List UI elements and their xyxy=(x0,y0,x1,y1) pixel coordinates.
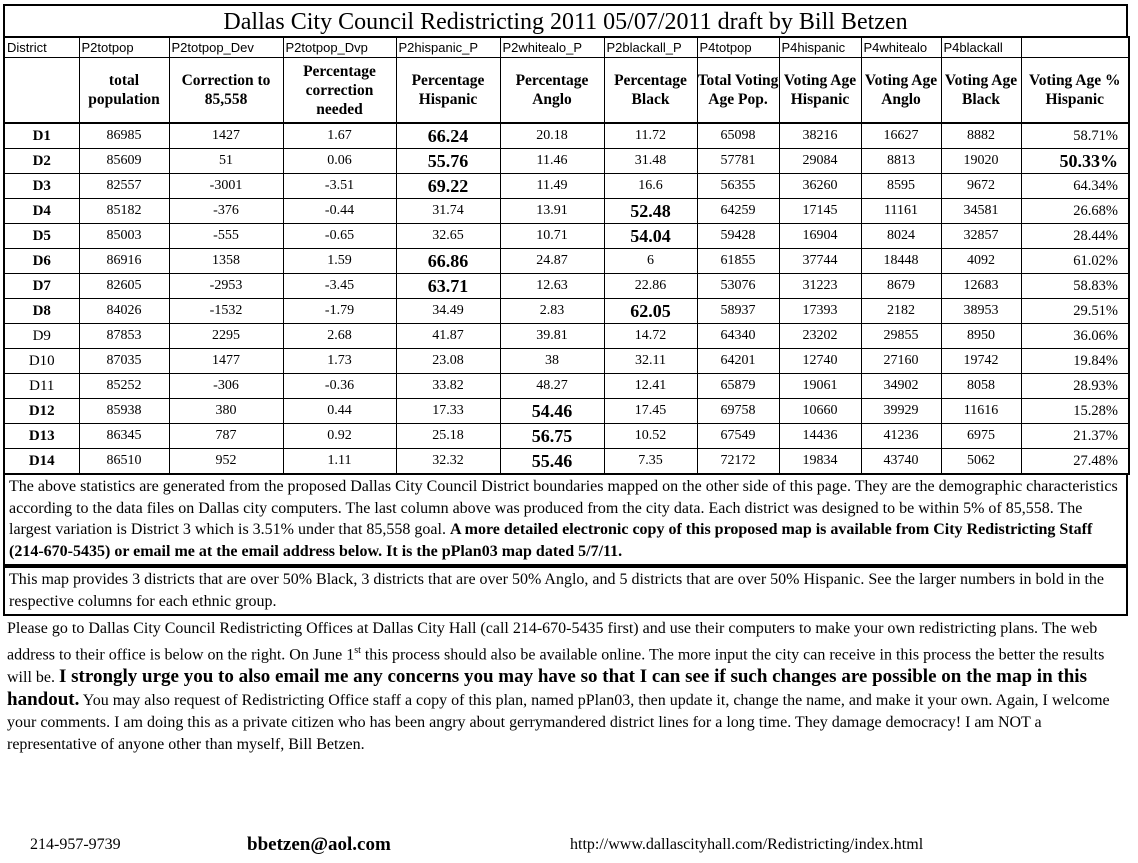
column-header: Percentage correction needed xyxy=(283,58,396,124)
statistics-note-text: The above statistics are generated from the proposed Dallas City Council District boundaries mapped on the other side of this page. They are the demographic characteristics according to the data files on Dallas city computers. The last column above was produced from the city data. Each district was designed to be within 5% of 85,558. The largest variation is District 3 which is 3.51% under that 85,558 goal. xyxy=(9,478,1118,538)
table-cell: 10.52 xyxy=(604,424,697,449)
footer-email[interactable]: bbetzen@aol.com xyxy=(247,834,391,855)
table-cell: 38953 xyxy=(941,299,1021,324)
district-name: D12 xyxy=(4,399,79,424)
table-cell: 85938 xyxy=(79,399,169,424)
table-cell: 13.91 xyxy=(500,199,604,224)
table-cell: 38216 xyxy=(779,123,861,149)
table-cell: 82557 xyxy=(79,174,169,199)
table-cell: 1.59 xyxy=(283,249,396,274)
table-cell: 43740 xyxy=(861,449,941,475)
table-cell: 64201 xyxy=(697,349,779,374)
statistics-note xyxy=(3,475,1128,566)
column-header: Percentage Black xyxy=(604,58,697,124)
footer-url[interactable]: http://www.dallascityhall.com/Redistricting/index.html xyxy=(570,836,924,853)
statistics-note-bold: A more detailed electronic copy of this proposed map is available from City Redistricting Staff (214-670-5435) or email me at the email address below. It is the pPlan03 map dated 5/7/11. xyxy=(9,521,1093,560)
table-cell: 16627 xyxy=(861,123,941,149)
table-cell: 21.37% xyxy=(1021,424,1129,449)
table-cell: 27.48% xyxy=(1021,449,1129,475)
table-cell: -3.51 xyxy=(283,174,396,199)
field-code-cell: P4totpop xyxy=(697,37,779,58)
table-cell: 380 xyxy=(169,399,283,424)
district-row xyxy=(4,123,1129,149)
district-row xyxy=(4,374,1129,399)
table-cell: 15.28% xyxy=(1021,399,1129,424)
footer xyxy=(0,836,1125,858)
table-cell: 19.84% xyxy=(1021,349,1129,374)
table-cell: 17145 xyxy=(779,199,861,224)
table-cell: 26.68% xyxy=(1021,199,1129,224)
table-cell: 12740 xyxy=(779,349,861,374)
table-cell: 16904 xyxy=(779,224,861,249)
instructions-emphasis: I strongly urge you to also email me any concerns you may have so that I can see if such changes are possible on the map in this handout. xyxy=(7,666,1087,711)
table-cell: 34902 xyxy=(861,374,941,399)
redistricting-table xyxy=(3,36,1130,475)
table-cell: 65098 xyxy=(697,123,779,149)
field-code-cell xyxy=(1021,37,1129,58)
table-cell: 11616 xyxy=(941,399,1021,424)
table-cell: 7.35 xyxy=(604,449,697,475)
column-header: Voting Age Black xyxy=(941,58,1021,124)
district-name: D10 xyxy=(4,349,79,374)
table-cell: 12.63 xyxy=(500,274,604,299)
table-cell: 14436 xyxy=(779,424,861,449)
table-cell: 2.68 xyxy=(283,324,396,349)
table-cell: 1427 xyxy=(169,123,283,149)
table-cell: 32857 xyxy=(941,224,1021,249)
table-cell: 27160 xyxy=(861,349,941,374)
table-cell: 38 xyxy=(500,349,604,374)
table-cell: -0.65 xyxy=(283,224,396,249)
column-header: Voting Age % Hispanic xyxy=(1021,58,1129,124)
district-name: D13 xyxy=(4,424,79,449)
table-cell: 4092 xyxy=(941,249,1021,274)
district-row xyxy=(4,249,1129,274)
column-header xyxy=(4,58,79,124)
table-cell: 10.71 xyxy=(500,224,604,249)
table-cell: 2295 xyxy=(169,324,283,349)
column-header: Percentage Hispanic xyxy=(396,58,500,124)
table-cell: 82605 xyxy=(79,274,169,299)
table-cell: 6975 xyxy=(941,424,1021,449)
table-cell: 32.11 xyxy=(604,349,697,374)
table-cell: 20.18 xyxy=(500,123,604,149)
table-cell: 29084 xyxy=(779,149,861,174)
table-cell: 18448 xyxy=(861,249,941,274)
table-cell: 17.33 xyxy=(396,399,500,424)
table-cell: 23202 xyxy=(779,324,861,349)
table-cell: 10660 xyxy=(779,399,861,424)
table-cell: 64340 xyxy=(697,324,779,349)
table-cell: 41.87 xyxy=(396,324,500,349)
instructions-text-3: You may also request of Redistricting Office staff a copy of this plan, named pPlan03, then update it, change the name, and make it your own. Again, I welcome your comments. I am doing this as a private citizen who has been angry about gerrymandered district lines for a long time. They damage democracy! I am NOT a representative of anyone other than myself, Bill Betzen. xyxy=(7,692,1110,754)
district-name: D5 xyxy=(4,224,79,249)
district-row xyxy=(4,199,1129,224)
field-code-cell: P2hispanic_P xyxy=(396,37,500,58)
column-header: total population xyxy=(79,58,169,124)
districts-summary-note: This map provides 3 districts that are over 50% Black, 3 districts that are over 50% Anglo, and 5 districts that are over 50% Hispanic. See the larger numbers in bold in the respective columns for each ethnic group. xyxy=(3,566,1128,616)
district-row xyxy=(4,174,1129,199)
district-name: D3 xyxy=(4,174,79,199)
table-cell: 28.44% xyxy=(1021,224,1129,249)
table-cell: -306 xyxy=(169,374,283,399)
district-name: D14 xyxy=(4,449,79,475)
table-cell: 22.86 xyxy=(604,274,697,299)
table-cell: 952 xyxy=(169,449,283,475)
table-cell: 50.33% xyxy=(1021,149,1129,174)
field-code-cell: P4hispanic xyxy=(779,37,861,58)
table-cell: 39.81 xyxy=(500,324,604,349)
table-cell: 86345 xyxy=(79,424,169,449)
table-cell: 55.76 xyxy=(396,149,500,174)
table-cell: 12.41 xyxy=(604,374,697,399)
table-cell: 56.75 xyxy=(500,424,604,449)
table-cell: 8595 xyxy=(861,174,941,199)
table-cell: 85252 xyxy=(79,374,169,399)
column-header: Voting Age Anglo xyxy=(861,58,941,124)
table-cell: 32.32 xyxy=(396,449,500,475)
table-cell: -0.44 xyxy=(283,199,396,224)
field-code-cell: P4whitealo xyxy=(861,37,941,58)
table-cell: 58.83% xyxy=(1021,274,1129,299)
table-cell: 85182 xyxy=(79,199,169,224)
table-cell: 2.83 xyxy=(500,299,604,324)
table-cell: 86916 xyxy=(79,249,169,274)
column-header: Percentage Anglo xyxy=(500,58,604,124)
table-cell: 11161 xyxy=(861,199,941,224)
table-cell: 31223 xyxy=(779,274,861,299)
district-row xyxy=(4,399,1129,424)
table-cell: -0.36 xyxy=(283,374,396,399)
table-cell: -555 xyxy=(169,224,283,249)
table-cell: 8813 xyxy=(861,149,941,174)
field-code-cell: P2blackall_P xyxy=(604,37,697,58)
table-cell: 87853 xyxy=(79,324,169,349)
district-row xyxy=(4,349,1129,374)
table-cell: 54.04 xyxy=(604,224,697,249)
table-cell: 33.82 xyxy=(396,374,500,399)
table-cell: 1477 xyxy=(169,349,283,374)
table-cell: 2182 xyxy=(861,299,941,324)
footer-phone: 214-957-9739 xyxy=(30,836,121,853)
table-cell: 67549 xyxy=(697,424,779,449)
table-cell: 61855 xyxy=(697,249,779,274)
table-cell: 59428 xyxy=(697,224,779,249)
district-row xyxy=(4,224,1129,249)
table-cell: 24.87 xyxy=(500,249,604,274)
district-row xyxy=(4,324,1129,349)
table-cell: 57781 xyxy=(697,149,779,174)
district-name: D9 xyxy=(4,324,79,349)
table-cell: 36.06% xyxy=(1021,324,1129,349)
table-cell: 12683 xyxy=(941,274,1021,299)
field-code-cell: P2totpop_Dev xyxy=(169,37,283,58)
table-cell: 58937 xyxy=(697,299,779,324)
table-cell: 41236 xyxy=(861,424,941,449)
table-cell: 28.93% xyxy=(1021,374,1129,399)
table-cell: 31.48 xyxy=(604,149,697,174)
table-cell: 39929 xyxy=(861,399,941,424)
table-cell: 11.72 xyxy=(604,123,697,149)
table-cell: 36260 xyxy=(779,174,861,199)
table-cell: 87035 xyxy=(79,349,169,374)
district-row xyxy=(4,274,1129,299)
table-cell: 53076 xyxy=(697,274,779,299)
table-cell: 51 xyxy=(169,149,283,174)
table-cell: 58.71% xyxy=(1021,123,1129,149)
field-code-cell: P2totpop xyxy=(79,37,169,58)
table-cell: 8058 xyxy=(941,374,1021,399)
table-cell: 19742 xyxy=(941,349,1021,374)
table-cell: 0.06 xyxy=(283,149,396,174)
table-cell: 69758 xyxy=(697,399,779,424)
field-code-cell: P4blackall xyxy=(941,37,1021,58)
table-cell: -2953 xyxy=(169,274,283,299)
instructions-text-1: Please go to Dallas City Council Redistricting Offices at Dallas City Hall (call 214-670-5435 first) and use their computers to make your own redistricting plans. The web address to their office is below on the right. On June 1 xyxy=(7,620,1098,664)
field-code-cell: District xyxy=(4,37,79,58)
page-title: Dallas City Council Redistricting 2011 05/07/2011 draft by Bill Betzen xyxy=(3,4,1128,36)
table-cell: 66.86 xyxy=(396,249,500,274)
table-cell: 6 xyxy=(604,249,697,274)
instructions-sup: st xyxy=(354,645,361,656)
table-cell: 8679 xyxy=(861,274,941,299)
field-code-cell: P2whitealo_P xyxy=(500,37,604,58)
table-cell: 8024 xyxy=(861,224,941,249)
column-header-row xyxy=(4,58,1129,124)
table-cell: 1358 xyxy=(169,249,283,274)
table-cell: 1.11 xyxy=(283,449,396,475)
table-cell: 19061 xyxy=(779,374,861,399)
table-cell: -1.79 xyxy=(283,299,396,324)
district-row xyxy=(4,424,1129,449)
table-cell: 29.51% xyxy=(1021,299,1129,324)
table-cell: 69.22 xyxy=(396,174,500,199)
table-cell: -3001 xyxy=(169,174,283,199)
column-header: Total Voting Age Pop. xyxy=(697,58,779,124)
district-row xyxy=(4,449,1129,475)
table-cell: 11.46 xyxy=(500,149,604,174)
table-cell: 17.45 xyxy=(604,399,697,424)
table-cell: 55.46 xyxy=(500,449,604,475)
district-name: D4 xyxy=(4,199,79,224)
table-cell: 56355 xyxy=(697,174,779,199)
table-cell: 54.46 xyxy=(500,399,604,424)
table-cell: 63.71 xyxy=(396,274,500,299)
table-cell: 84026 xyxy=(79,299,169,324)
table-cell: 52.48 xyxy=(604,199,697,224)
column-header: Voting Age Hispanic xyxy=(779,58,861,124)
table-cell: 16.6 xyxy=(604,174,697,199)
table-cell: 37744 xyxy=(779,249,861,274)
table-cell: -3.45 xyxy=(283,274,396,299)
column-header: Correction to 85,558 xyxy=(169,58,283,124)
table-cell: 32.65 xyxy=(396,224,500,249)
table-cell: 31.74 xyxy=(396,199,500,224)
instructions-text-2: this process should also be available online. The more input the city can receive in this process the better the results will be. xyxy=(7,646,1105,687)
table-cell: 23.08 xyxy=(396,349,500,374)
district-name: D11 xyxy=(4,374,79,399)
table-cell: 14.72 xyxy=(604,324,697,349)
district-name: D2 xyxy=(4,149,79,174)
table-cell: 9672 xyxy=(941,174,1021,199)
district-name: D6 xyxy=(4,249,79,274)
district-name: D8 xyxy=(4,299,79,324)
table-cell: 64259 xyxy=(697,199,779,224)
table-cell: 72172 xyxy=(697,449,779,475)
district-name: D7 xyxy=(4,274,79,299)
table-cell: 8950 xyxy=(941,324,1021,349)
table-cell: 8882 xyxy=(941,123,1021,149)
table-cell: 0.44 xyxy=(283,399,396,424)
table-cell: 787 xyxy=(169,424,283,449)
table-cell: 19834 xyxy=(779,449,861,475)
table-cell: 5062 xyxy=(941,449,1021,475)
field-code-cell: P2totpop_Dvp xyxy=(283,37,396,58)
document-sheet xyxy=(3,4,1128,756)
table-cell: 62.05 xyxy=(604,299,697,324)
table-cell: 34581 xyxy=(941,199,1021,224)
table-cell: 85003 xyxy=(79,224,169,249)
table-cell: 64.34% xyxy=(1021,174,1129,199)
table-cell: 48.27 xyxy=(500,374,604,399)
district-row xyxy=(4,299,1129,324)
instructions-paragraph xyxy=(3,616,1128,756)
table-cell: 85609 xyxy=(79,149,169,174)
table-cell: 1.67 xyxy=(283,123,396,149)
table-cell: 34.49 xyxy=(396,299,500,324)
table-cell: 19020 xyxy=(941,149,1021,174)
table-cell: 66.24 xyxy=(396,123,500,149)
table-cell: 0.92 xyxy=(283,424,396,449)
district-row xyxy=(4,149,1129,174)
table-cell: -376 xyxy=(169,199,283,224)
table-cell: 1.73 xyxy=(283,349,396,374)
table-cell: 61.02% xyxy=(1021,249,1129,274)
table-cell: 86985 xyxy=(79,123,169,149)
table-cell: 11.49 xyxy=(500,174,604,199)
district-name: D1 xyxy=(4,123,79,149)
table-cell: 86510 xyxy=(79,449,169,475)
table-cell: 17393 xyxy=(779,299,861,324)
field-code-row xyxy=(4,37,1129,58)
table-cell: 29855 xyxy=(861,324,941,349)
table-cell: -1532 xyxy=(169,299,283,324)
table-cell: 65879 xyxy=(697,374,779,399)
table-cell: 25.18 xyxy=(396,424,500,449)
